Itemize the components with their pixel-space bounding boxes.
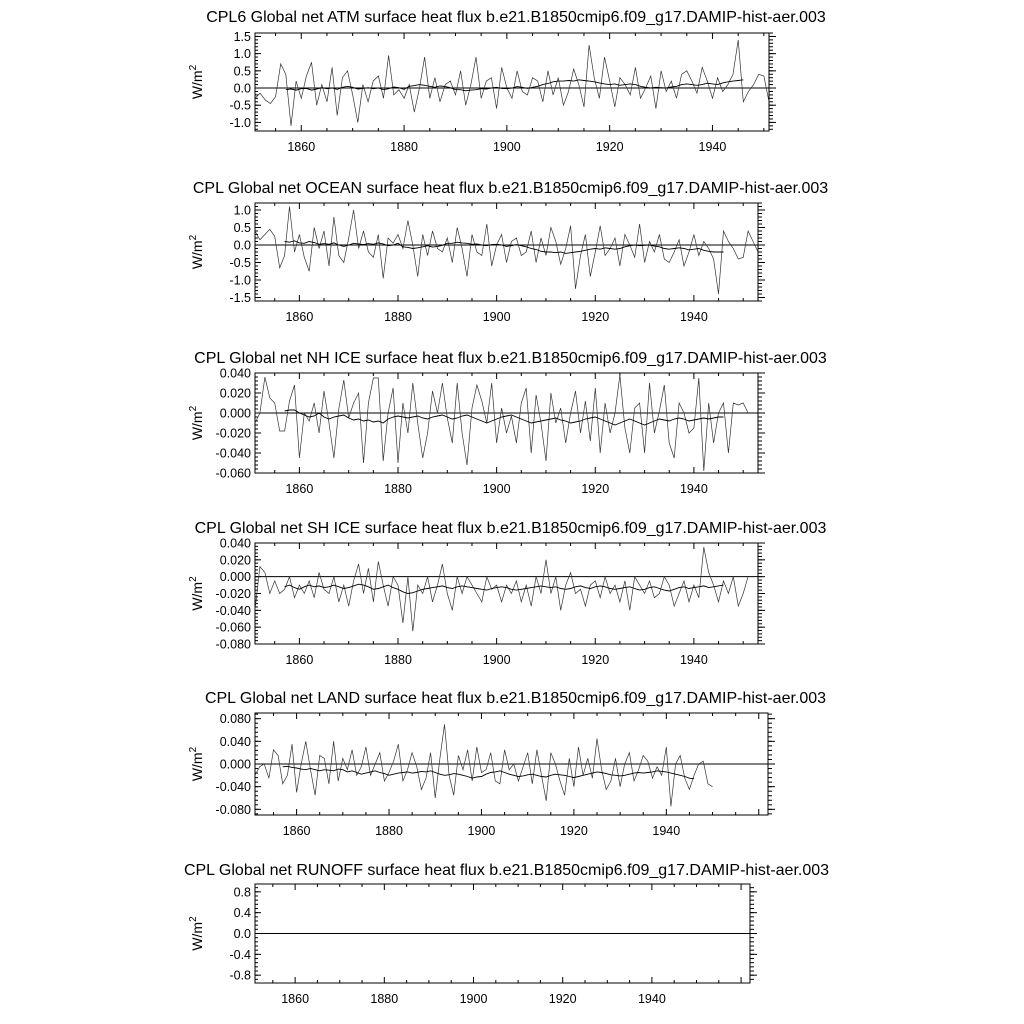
y-tick-label: -1.0: [229, 273, 251, 288]
y-tick-label: 0.080: [219, 712, 251, 727]
y-tick-label: -0.060: [215, 466, 251, 481]
panel-title: CPL6 Global net ATM surface heat flux b.e21.B1850cmip6.f09_g17.DAMIP-hist-aer.003: [206, 9, 826, 26]
x-tick-label: 1900: [482, 482, 511, 496]
y-axis-label-exponent: 2: [188, 405, 199, 412]
x-tick-label: 1860: [287, 140, 316, 154]
x-tick-label: 1860: [282, 824, 311, 838]
y-tick-label: 0.020: [219, 386, 251, 401]
x-tick-label: 1940: [637, 992, 666, 1006]
y-axis-label-unit: W/m: [189, 411, 205, 441]
series-line-annual: [255, 724, 713, 806]
x-tick-label: 1920: [548, 992, 577, 1006]
panel-title: CPL Global net LAND surface heat flux b.e21.B1850cmip6.f09_g17.DAMIP-hist-aer.003: [204, 690, 827, 707]
x-tick-label: 1920: [595, 140, 624, 154]
chart-panel-1: [188, 9, 826, 154]
panel-title: CPL Global net RUNOFF surface heat flux b.e21.B1850cmip6.f09_g17.DAMIP-hist-aer.003: [183, 862, 830, 879]
y-tick-label: 0.020: [219, 553, 251, 568]
plot-frame: [255, 373, 758, 473]
plot-frame: [255, 543, 758, 644]
chart-panel-6: [184, 862, 829, 1006]
y-tick-label: 0.000: [219, 406, 251, 421]
x-tick-label: 1880: [384, 310, 412, 324]
chart-panel-3: [188, 350, 827, 496]
panel-title: CPL Global net OCEAN surface heat flux b.e21.B1850cmip6.f09_g17.DAMIP-hist-aer.003: [192, 180, 829, 197]
chart-panel-5: [188, 690, 826, 838]
x-tick-label: 1900: [459, 992, 488, 1006]
y-axis-label-exponent: 2: [188, 64, 199, 71]
x-tick-label: 1940: [679, 482, 708, 496]
x-tick-label: 1920: [581, 482, 610, 496]
y-tick-label: -0.5: [229, 98, 251, 113]
y-tick-label: -1.0: [229, 115, 251, 130]
y-axis-label-unit: W/m: [189, 752, 205, 782]
y-tick-label: -0.040: [215, 603, 251, 618]
x-tick-label: 1920: [559, 824, 588, 838]
y-tick-label: 0.0: [233, 238, 251, 253]
y-tick-label: -0.060: [215, 620, 251, 635]
y-tick-label: 1.5: [233, 29, 251, 44]
y-tick-label: -1.5: [229, 291, 251, 305]
y-tick-label: -0.080: [215, 637, 251, 652]
y-tick-label: 0.5: [233, 221, 251, 235]
x-tick-label: 1880: [390, 140, 418, 154]
chart-panel-2: [188, 180, 828, 324]
x-tick-label: 1860: [281, 992, 310, 1006]
y-tick-label: -0.5: [229, 256, 251, 270]
x-tick-label: 1900: [492, 140, 521, 154]
y-tick-label: -0.8: [229, 968, 251, 983]
y-tick-label: 0.5: [233, 64, 251, 79]
x-tick-label: 1900: [482, 310, 511, 324]
y-axis-label: [188, 746, 205, 781]
y-tick-label: 1.0: [233, 203, 251, 218]
y-tick-label: 0.000: [219, 570, 251, 585]
x-tick-label: 1880: [384, 653, 412, 667]
x-tick-label: 1940: [652, 824, 681, 838]
x-tick-label: 1900: [467, 824, 496, 838]
x-tick-label: 1880: [370, 992, 399, 1006]
y-axis-label-exponent: 2: [188, 746, 199, 753]
y-tick-label: 0.000: [219, 757, 251, 772]
panel-title: CPL Global net NH ICE surface heat flux b.e21.B1850cmip6.f09_g17.DAMIP-hist-aer.003: [194, 350, 827, 367]
panel-title: CPL Global net SH ICE surface heat flux b.e21.B1850cmip6.f09_g17.DAMIP-hist-aer.003: [194, 520, 827, 537]
y-axis-label-unit: W/m: [189, 70, 205, 100]
x-tick-label: 1940: [698, 140, 727, 154]
x-tick-label: 1860: [285, 482, 314, 496]
y-tick-label: 0.0: [233, 81, 251, 96]
x-tick-label: 1940: [679, 310, 708, 324]
x-tick-label: 1880: [384, 482, 412, 496]
chart-panel-4: [188, 520, 826, 667]
x-tick-label: 1860: [285, 653, 314, 667]
y-axis-label-exponent: 2: [188, 234, 199, 241]
series-line-annual: [255, 207, 758, 295]
series-line-smoothed: [285, 584, 724, 593]
x-tick-label: 1940: [679, 653, 708, 667]
y-axis-label: [188, 234, 205, 269]
y-axis-label: [188, 64, 205, 99]
series-line-annual: [255, 375, 748, 471]
y-tick-label: -0.040: [215, 780, 251, 795]
y-axis-label-exponent: 2: [188, 576, 199, 582]
y-tick-label: 0.4: [233, 906, 251, 921]
y-tick-label: -0.080: [215, 802, 251, 817]
y-tick-label: 0.0: [233, 927, 251, 941]
x-tick-label: 1920: [581, 310, 610, 324]
y-tick-label: 0.040: [219, 734, 251, 749]
y-axis-label-unit: W/m: [189, 240, 205, 270]
y-axis-label: [188, 576, 205, 611]
y-axis-label-unit: W/m: [189, 921, 205, 951]
y-tick-label: 1.0: [233, 47, 251, 62]
y-tick-label: -0.020: [215, 587, 251, 601]
y-tick-label: -0.040: [215, 446, 251, 461]
y-axis-label: [188, 916, 205, 951]
x-tick-label: 1920: [581, 653, 610, 667]
y-tick-label: 0.040: [219, 366, 251, 381]
series-line-annual: [255, 40, 769, 126]
y-tick-label: 0.8: [233, 885, 251, 900]
x-tick-label: 1860: [285, 310, 314, 324]
y-axis-label-exponent: 2: [188, 916, 199, 922]
y-tick-label: -0.020: [215, 426, 251, 441]
y-axis-label-unit: W/m: [189, 581, 205, 611]
y-tick-label: -0.4: [229, 947, 251, 962]
y-tick-label: 0.040: [219, 536, 251, 551]
x-tick-label: 1900: [482, 653, 511, 667]
x-tick-label: 1880: [375, 824, 403, 838]
y-axis-label: [188, 405, 205, 440]
